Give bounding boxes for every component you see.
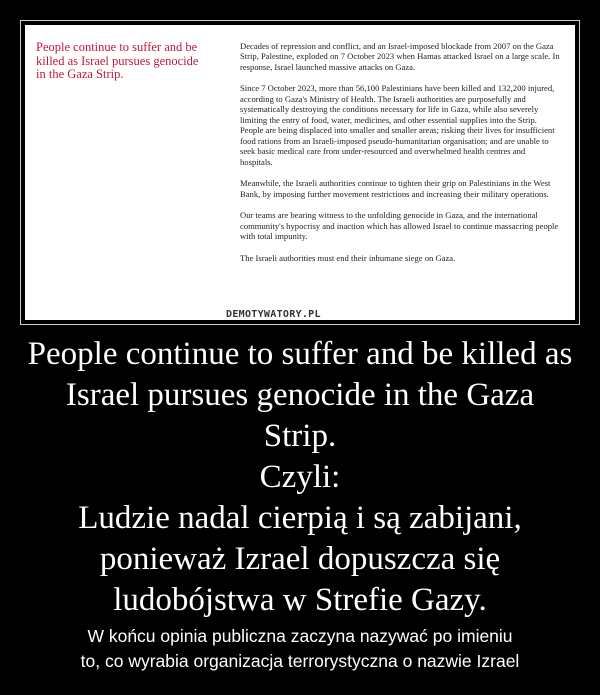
article-body [240, 41, 560, 274]
article-paragraph: The Israeli authorities must end their inhumane siege on Gaza. [240, 252, 456, 263]
article-paragraph: Since 7 October 2023, more than 56,100 Palestinians have been killed and 132,200 injured, according to Gaza's Ministry of Health. The Israeli authorities are purposefully and systematically destroying the conditions necessary for life in Gaza, while also severely limiting the entry of food, water, medicines, and other essential supplies into the Strip. People are being displaced into smaller and smaller areas; risking their lives for insufficient food rations from an Israeli-imposed pseudo-humanitarian organisation; and are unable to seek basic medical care from under-resourced and overwhelmed health centres and hospitals. [240, 83, 555, 167]
article-screenshot [25, 25, 575, 320]
title-line: ludobójstwa w Strefie Gazy. [113, 582, 487, 618]
title-line: Strip. [263, 418, 337, 454]
poster-title [0, 334, 600, 621]
title-line: ponieważ Izrael dopuszcza się [99, 541, 501, 577]
poster-caption [0, 624, 600, 674]
image-frame [20, 20, 580, 325]
title-line: Ludzie nadal cierpią i są zabijani, [78, 500, 522, 536]
title-line: People continue to suffer and be killed as [27, 336, 573, 372]
article-paragraph: Our teams are bearing witness to the unfolding genocide in Gaza, and the international community's hypocrisy and inaction which has allowed Israel to continue massacring people with total impunity. [240, 210, 559, 242]
article-paragraph: Meanwhile, the Israeli authorities continue to tighten their grip on Palestinians in the West Bank, by imposing further movement restrictions and increasing their military operations. [240, 178, 551, 199]
caption-line: to, co wyrabia organizacja terrorystyczna o nazwie Izrael [80, 651, 520, 671]
title-line: Czyli: [259, 459, 341, 495]
site-watermark: DEMOTYWATORY.PL [226, 309, 321, 320]
pull-quote: People continue to suffer and be killed as Israel pursues genocide in the Gaza Strip. [36, 40, 199, 81]
title-line: Israel pursues genocide in the Gaza [65, 377, 535, 413]
article-paragraph: Decades of repression and conflict, and an Israel-imposed blockade from 2007 on the Gaza Strip, Palestine, exploded on 7 October 2023 when Hamas attacked Israel on a large scale. In response, Israel launched massive attacks on Gaza. [240, 41, 560, 72]
caption-line: W końcu opinia publiczna zaczyna nazywać po imieniu [87, 626, 513, 646]
